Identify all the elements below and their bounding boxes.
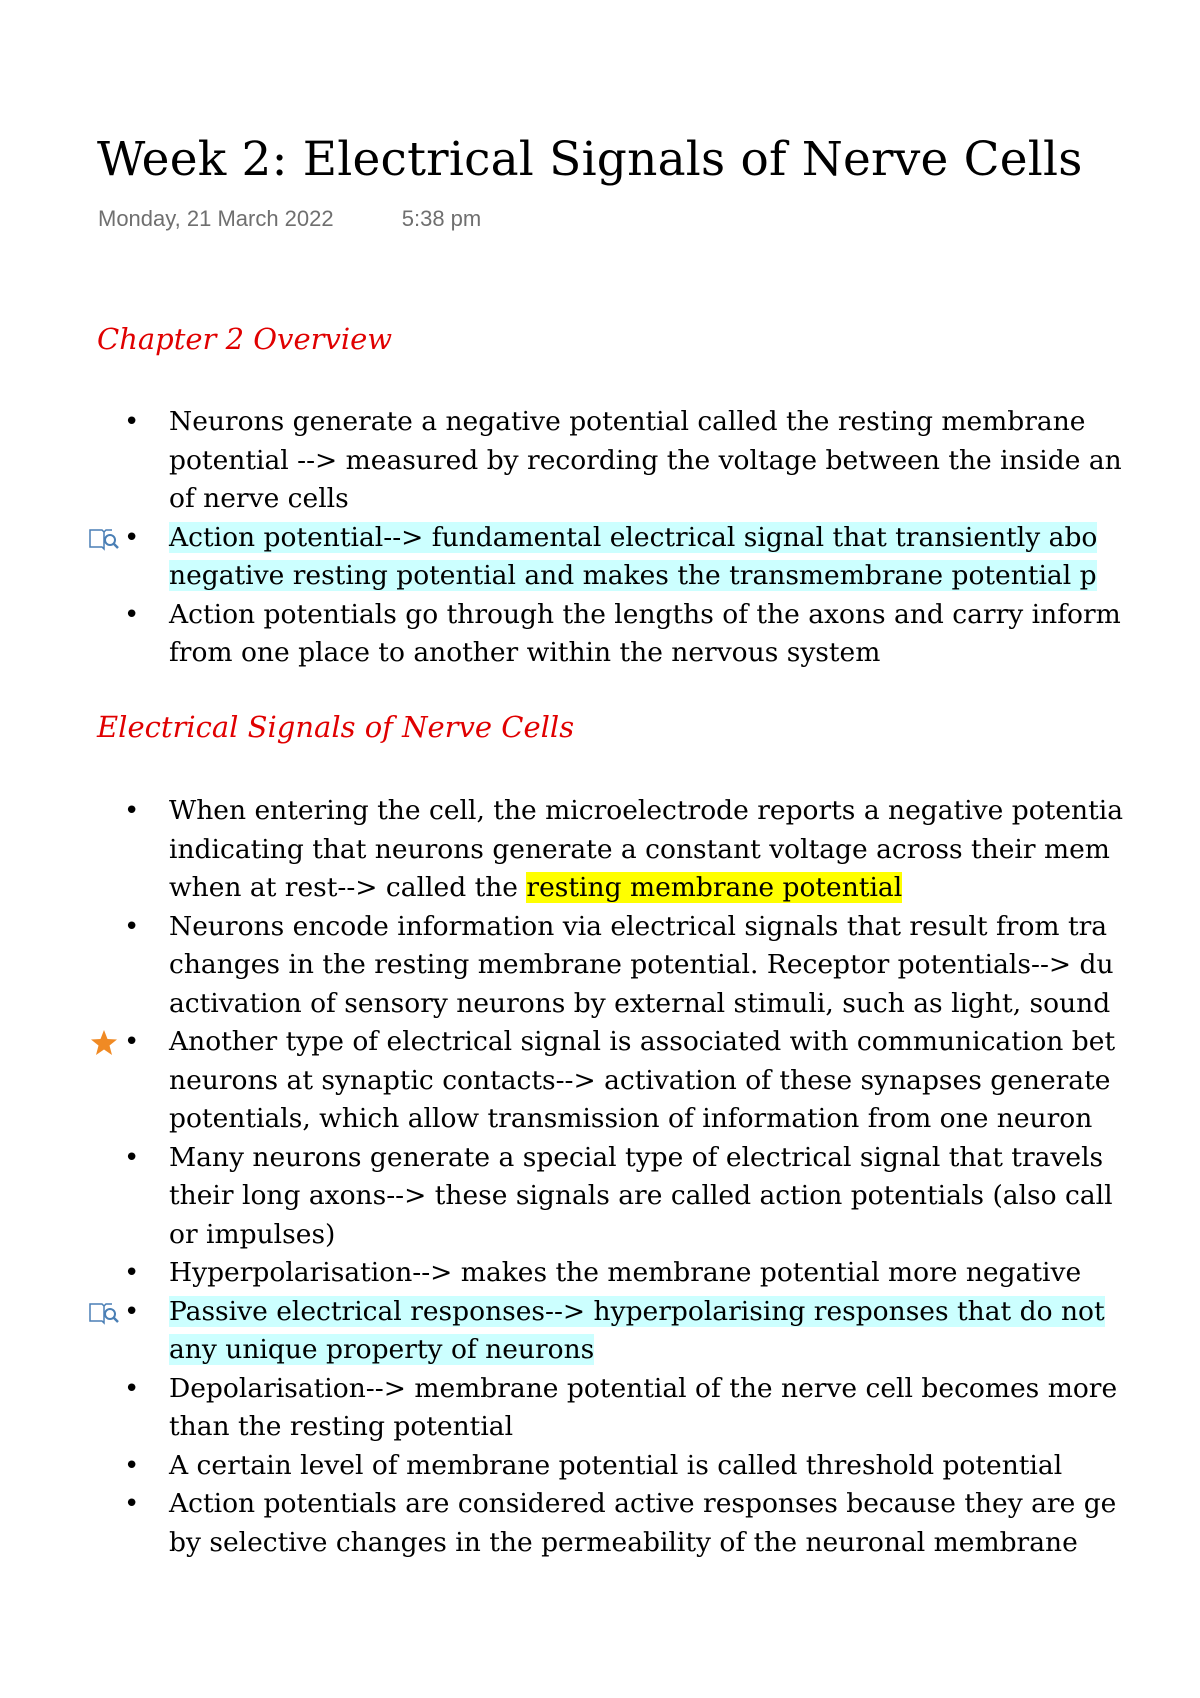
list-item-line: when at rest--> called the resting membrane potential xyxy=(169,872,903,903)
section-heading-overview: Chapter 2 Overview xyxy=(97,322,393,356)
page-time: 5:38 pm xyxy=(401,206,482,231)
list-item-line: changes in the resting membrane potential. Receptor potentials--> du xyxy=(169,949,1114,980)
list-item-line: • Another type of electrical signal is associated with communication bet xyxy=(169,1026,1116,1057)
list-item-line: potential --> measured by recording the voltage between the inside an xyxy=(169,444,1122,476)
section-heading-electrical-signals: Electrical Signals of Nerve Cells xyxy=(97,710,575,744)
list-item-line: indicating that neurons generate a constant voltage across their mem xyxy=(169,833,1110,865)
list-item-line: • Action potential--> fundamental electrical signal that transiently abo xyxy=(169,521,1098,553)
list-item-line: neurons at synaptic contacts--> activation of these synapses generate xyxy=(169,1064,1111,1096)
list-item-line: • Neurons encode information via electrical signals that result from tra xyxy=(169,910,1108,942)
list-item xyxy=(0,1023,1200,1139)
page-bottom-blank xyxy=(0,1582,1200,1698)
list-item-line: activation of sensory neurons by external stimuli, such as light, sound xyxy=(169,987,1111,1019)
page-meta xyxy=(98,206,481,232)
list-item-line: • Action potentials go through the lengths of the axons and carry inform xyxy=(169,598,1121,630)
list-item-line: • Passive electrical responses--> hyperpolarising responses that do not xyxy=(169,1295,1105,1327)
bullet-list-overview xyxy=(0,403,1200,673)
list-item-line: than the resting potential xyxy=(169,1411,514,1442)
list-item-line: potentials, which allow transmission of information from one neuron xyxy=(169,1103,1093,1134)
list-item-line: • Action potentials are considered active responses because they are ge xyxy=(169,1488,1117,1519)
list-item xyxy=(0,792,1200,908)
list-item-line: • A certain level of membrane potential is called threshold potential xyxy=(169,1449,1063,1481)
list-item xyxy=(0,1254,1200,1293)
list-item xyxy=(0,596,1200,673)
list-item-line: or impulses) xyxy=(169,1218,336,1250)
list-item xyxy=(0,1139,1200,1255)
list-item xyxy=(0,1447,1200,1486)
list-item-line: by selective changes in the permeability of the neuronal membrane xyxy=(169,1526,1078,1558)
list-item-line: any unique property of neurons xyxy=(169,1334,595,1365)
page-title: Week 2: Electrical Signals of Nerve Cells xyxy=(97,132,1083,187)
list-item-line: negative resting potential and makes the transmembrane potential p xyxy=(169,560,1097,591)
search-book-icon[interactable] xyxy=(88,525,122,553)
page-date: Monday, 21 March 2022 xyxy=(98,206,334,231)
list-item-line: • Neurons generate a negative potential called the resting membrane xyxy=(169,406,1086,437)
list-item xyxy=(0,519,1200,596)
star-icon[interactable] xyxy=(88,1029,122,1057)
list-item-line: • Depolarisation--> membrane potential of the nerve cell becomes more xyxy=(169,1372,1118,1404)
list-item xyxy=(0,403,1200,519)
list-item-line: of nerve cells xyxy=(169,483,349,514)
list-item-line: • Hyperpolarisation--> makes the membrane potential more negative xyxy=(169,1257,1082,1288)
list-item xyxy=(0,1370,1200,1447)
list-item xyxy=(0,908,1200,1024)
list-item-line: their long axons--> these signals are called action potentials (also call xyxy=(169,1180,1113,1211)
list-item xyxy=(0,1485,1200,1562)
list-item-line: • When entering the cell, the microelectrode reports a negative potentia xyxy=(169,795,1123,826)
search-book-icon[interactable] xyxy=(88,1299,122,1327)
bullet-list-electrical-signals xyxy=(0,792,1200,1562)
list-item xyxy=(0,1293,1200,1370)
list-item-line: • Many neurons generate a special type of electrical signal that travels xyxy=(169,1141,1104,1173)
list-item-line: from one place to another within the nervous system xyxy=(169,637,881,668)
highlighted-phrase: resting membrane potential xyxy=(526,872,903,903)
